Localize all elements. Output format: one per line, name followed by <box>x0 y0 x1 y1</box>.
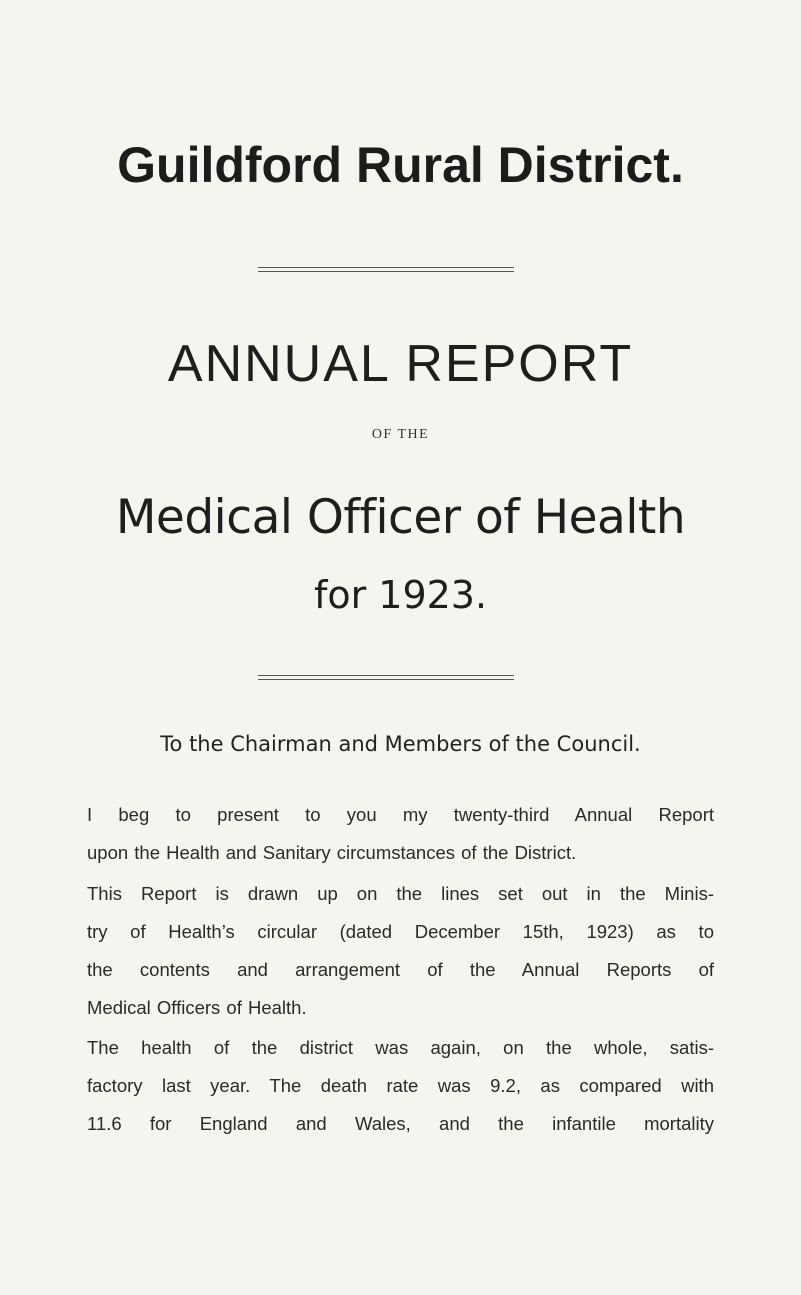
double-rule-divider <box>258 267 514 268</box>
report-title: ANNUAL REPORT <box>167 335 634 393</box>
paragraph-line: upon the Health and Sanitary circumstances of the District. <box>87 842 577 863</box>
paragraph-line: the contents and arrangement of the Annual Reports of <box>87 959 714 980</box>
paragraph-line: I beg to present to you my twenty-third Annual Report <box>87 804 714 825</box>
of-the-label: OF THE <box>371 427 430 442</box>
salutation: To the Chairman and Members of the Council. <box>160 732 641 756</box>
report-year: for 1923. <box>313 573 488 617</box>
officer-title: Medical Officer of Health <box>115 490 686 545</box>
paragraph-line: factory last year. The death rate was 9.2, as compared with <box>87 1075 714 1096</box>
paragraph-line: try of Health’s circular (dated December 15th, 1923) as to <box>87 921 714 942</box>
double-rule-divider <box>258 675 514 676</box>
paragraph-line: The health of the district was again, on the whole, satis- <box>87 1037 714 1058</box>
paragraph-report-basis <box>87 875 714 1027</box>
paragraph-line: 11.6 for England and Wales, and the infantile mortality <box>87 1113 714 1134</box>
paragraph-line: Medical Officers of Health. <box>87 997 307 1018</box>
paragraph-district-health <box>87 1029 714 1143</box>
paragraph-line: This Report is drawn up on the lines set out in the Minis- <box>87 883 714 904</box>
district-title: Guildford Rural District. <box>117 137 684 193</box>
paragraph-introduction <box>87 796 714 872</box>
